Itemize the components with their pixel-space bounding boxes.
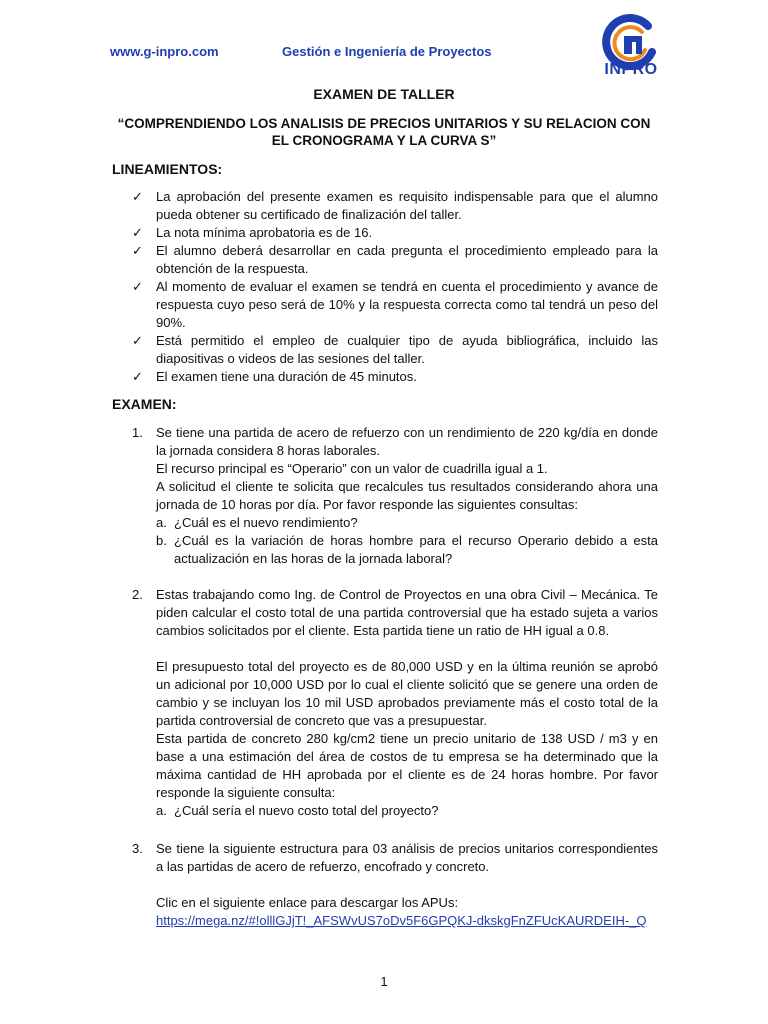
check-icon: ✓ [132,333,143,348]
question-text: Clic en el siguiente enlace para descargar los APUs: [156,895,459,910]
check-icon: ✓ [132,225,143,240]
question-text: El presupuesto total del proyecto es de 80,000 USD y en la última reunión se aprobó un adicional por 10,000 USD por lo cual el cliente solicitó que se genere una orden de cambio y se incluyan los 10 mil USD aprobados previamente más el costo total de la partida controversial de concreto que vas a presupuestar. [156,659,658,728]
question-number: 2. [132,587,143,602]
download-link[interactable]: https://mega.nz/#!olllGJjT!_AFSWvUS7oDv5F6GPQKJ-dkskgFnZFUcKAURDEIH-_Q [156,913,647,928]
exam-title: EXAMEN DE TALLER [313,86,455,102]
question-2 [132,586,658,820]
list-item: ✓ Está permitido el empleo de cualquier tipo de ayuda bibliográfica, incluido las diapositivas o videos de las sesiones del taller. [132,333,658,366]
question-number: 3. [132,841,143,856]
list-item: ✓ La nota mínima aprobatoria es de 16. [132,225,373,240]
exam-heading: EXAMEN: [112,396,177,412]
check-icon: ✓ [132,189,143,204]
sub-question-b: b. ¿Cuál es la variación de horas hombre para el recurso Operario debido a esta actualización en las horas de la jornada laboral? [156,533,658,566]
question-text: Se tiene una partida de acero de refuerzo con un rendimiento de 220 kg/día en donde la jornada considera 8 horas laborales. [156,425,658,458]
list-item: ✓ El alumno deberá desarrollar en cada pregunta el procedimiento empleado para la obtención de la respuesta. [132,243,658,276]
check-icon: ✓ [132,369,143,384]
list-item: ✓ Al momento de evaluar el examen se tendrá en cuenta el procedimiento y avance de respuesta cuyo peso será de 10% y la respuesta correcta como tal tendrá un peso del 90%. [132,279,658,330]
question-1 [132,424,658,568]
main-title: “COMPRENDIENDO LOS ANALISIS DE PRECIOS UNITARIOS Y SU RELACION CON EL CRONOGRAMA Y LA CURVA S” [117,116,651,148]
guidelines-list [132,188,658,386]
website-link[interactable]: www.g-inpro.com [110,44,219,59]
question-text: A solicitud el cliente te solicita que recalcules tus resultados considerando ahora una jornada de 10 horas por día. Por favor responde las siguientes consultas: [156,479,658,512]
question-3 [132,840,658,930]
question-text: Se tiene la siguiente estructura para 03 análisis de precios unitarios correspondientes a las partidas de acero de refuerzo, encofrado y concreto. [156,841,658,874]
logo-text: INPRO [604,61,658,78]
question-text: Esta partida de concreto 280 kg/cm2 tiene un precio unitario de 138 USD / m3 y en base a una estimación del área de costos de tu empresa se ha determinado que la máxima cantidad de HH aprobada por el cliente es de 24 horas hombre. Por favor responde la siguiente consulta: [156,731,658,800]
list-item: ✓ El examen tiene una duración de 45 minutos. [132,369,417,384]
sub-question-a: a. ¿Cuál sería el nuevo costo total del proyecto? [156,803,439,818]
question-number: 1. [132,425,143,440]
check-icon: ✓ [132,243,143,258]
question-text: El recurso principal es “Operario” con un valor de cuadrilla igual a 1. [156,461,548,476]
guidelines-heading: LINEAMIENTOS: [112,161,223,177]
check-icon: ✓ [132,279,143,294]
page-number: 1 [380,974,388,989]
sub-question-a: a. ¿Cuál es el nuevo rendimiento? [156,515,358,530]
question-text: Estas trabajando como Ing. de Control de Proyectos en una obra Civil – Mecánica. Te piden calcular el costo total de una partida controversial que ha estado sujeta a varios cambios solicitados por el cliente. Esta partida tiene un ratio de HH igual a 0.8. [156,587,658,638]
list-item: ✓ La aprobación del presente examen es requisito indispensable para que el alumno pueda obtener su certificado de finalización del taller. [132,189,658,222]
header-title: Gestión e Ingeniería de Proyectos [282,44,492,59]
